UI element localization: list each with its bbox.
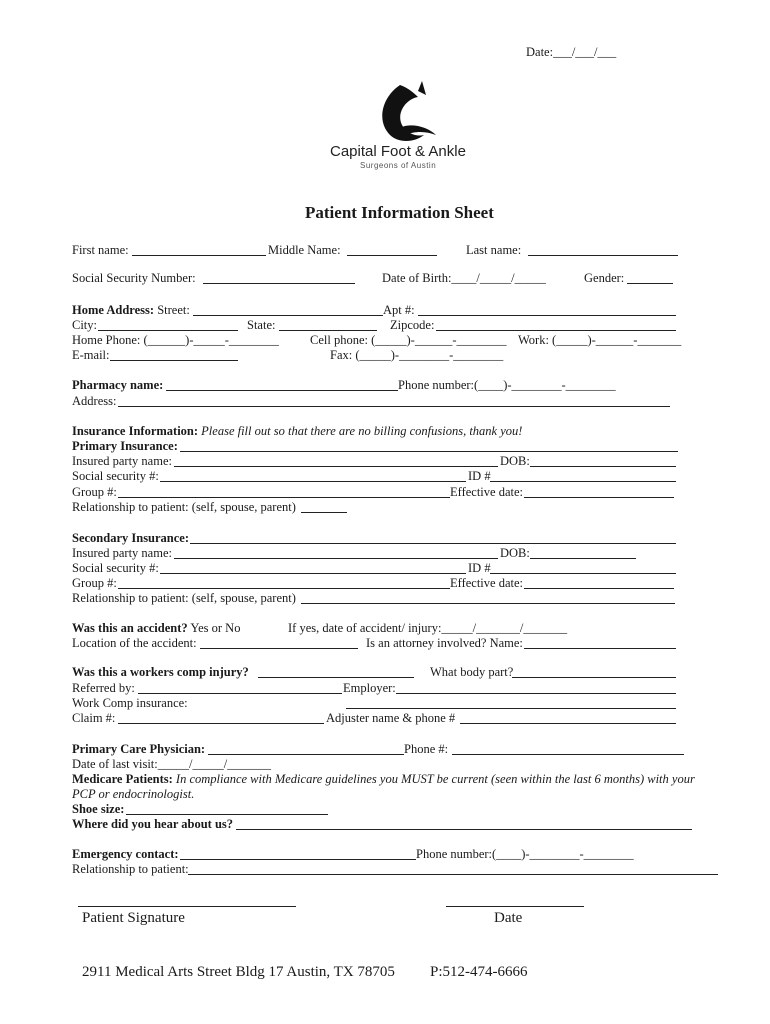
accident-location-field[interactable] <box>200 648 358 649</box>
state-label: State: <box>247 318 276 332</box>
first-name-label: First name: <box>72 243 129 257</box>
footer-phone: P:512-474-6666 <box>430 964 528 980</box>
primary-insurance-label: Primary Insurance: <box>72 439 178 453</box>
referred-by-label: Referred by: <box>72 681 135 695</box>
primary-id-label: ID # <box>468 469 491 483</box>
zip-field[interactable] <box>436 330 676 331</box>
signature-date-label: Date <box>494 910 523 926</box>
claim-field[interactable] <box>118 723 324 724</box>
secondary-dob-field[interactable] <box>530 558 636 559</box>
last-name-field[interactable] <box>528 255 678 256</box>
primary-insured-party-label: Insured party name: <box>72 454 172 468</box>
hear-about-label: Where did you hear about us? <box>72 817 234 831</box>
cell-phone-field[interactable]: Cell phone: (_____)-______-________ <box>310 333 507 347</box>
primary-group-field[interactable] <box>118 497 450 498</box>
secondary-insured-party-label: Insured party name: <box>72 546 172 560</box>
middle-name-field[interactable] <box>347 255 437 256</box>
secondary-ssn-field[interactable] <box>160 573 466 574</box>
logo-subtitle: Surgeons of Austin <box>360 161 437 170</box>
pharmacy-name-label: Pharmacy name: <box>72 378 164 392</box>
work-phone-field[interactable]: Work: (_____)-______-_______ <box>518 333 682 347</box>
secondary-insurance-field[interactable] <box>190 543 676 544</box>
footer-address: 2911 Medical Arts Street Bldg 17 Austin, TX 78705 <box>82 964 395 980</box>
secondary-id-field[interactable] <box>490 573 676 574</box>
secondary-insured-party-field[interactable] <box>174 558 498 559</box>
ssn-field[interactable] <box>203 283 355 284</box>
primary-effective-date-field[interactable] <box>524 497 674 498</box>
dob-label[interactable]: Date of Birth:____/_____/_____ <box>382 271 546 285</box>
secondary-relationship-label: Relationship to patient: (self, spouse, parent) <box>72 591 296 605</box>
attorney-label: Is an attorney involved? Name: <box>366 636 523 650</box>
secondary-effective-date-label: Effective date: <box>450 576 523 590</box>
home-address-label: Home Address: <box>72 303 155 317</box>
last-name-label: Last name: <box>466 243 522 257</box>
primary-id-field[interactable] <box>490 481 676 482</box>
adjuster-field[interactable] <box>460 723 676 724</box>
signature-date-line[interactable] <box>446 906 584 907</box>
fax-field[interactable]: Fax: (_____)-________-________ <box>330 348 504 362</box>
zip-label: Zipcode: <box>390 318 435 332</box>
body-part-label: What body part? <box>430 665 514 679</box>
referred-by-field[interactable] <box>138 693 342 694</box>
work-comp-insurance-label: Work Comp insurance: <box>72 696 188 710</box>
first-name-field[interactable] <box>132 255 266 256</box>
patient-signature-label: Patient Signature <box>82 910 185 926</box>
primary-dob-label: DOB: <box>500 454 530 468</box>
employer-label: Employer: <box>343 681 396 695</box>
secondary-id-label: ID # <box>468 561 491 575</box>
secondary-ssn-label: Social security #: <box>72 561 159 575</box>
medicare-note: In compliance with Medicare guidelines you MUST be current (seen within the last 6 months) with your <box>175 772 695 786</box>
adjuster-label: Adjuster name & phone # <box>326 711 456 725</box>
pharmacy-address-field[interactable] <box>118 406 670 407</box>
pharmacy-address-label: Address: <box>72 394 117 408</box>
primary-ssn-label: Social security #: <box>72 469 159 483</box>
street-field[interactable] <box>193 315 383 316</box>
state-field[interactable] <box>279 330 377 331</box>
emergency-contact-field[interactable] <box>180 859 416 860</box>
page-title: Patient Information Sheet <box>305 203 494 222</box>
apt-label: Apt #: <box>383 303 415 317</box>
secondary-dob-label: DOB: <box>500 546 530 560</box>
primary-ssn-field[interactable] <box>160 481 466 482</box>
primary-insurance-field[interactable] <box>180 451 678 452</box>
accident-yes-no[interactable]: Yes or No <box>190 621 241 635</box>
body-part-field[interactable] <box>512 677 676 678</box>
accident-date-field[interactable]: If yes, date of accident/ injury:_____/_______/_______ <box>288 621 568 635</box>
shoe-size-field[interactable] <box>126 814 328 815</box>
apt-field[interactable] <box>418 315 676 316</box>
city-field[interactable] <box>98 330 238 331</box>
primary-effective-date-label: Effective date: <box>450 485 523 499</box>
medicare-note-2: PCP or endocrinologist. <box>72 787 195 801</box>
work-comp-insurance-field[interactable] <box>346 708 676 709</box>
medicare-label: Medicare Patients: <box>72 772 173 786</box>
pharmacy-name-field[interactable] <box>166 390 398 391</box>
street-label: Street: <box>157 303 190 317</box>
secondary-insurance-label: Secondary Insurance: <box>72 531 190 545</box>
emergency-contact-label: Emergency contact: <box>72 847 179 861</box>
secondary-group-label: Group #: <box>72 576 117 590</box>
primary-dob-field[interactable] <box>530 466 676 467</box>
pcp-label: Primary Care Physician: <box>72 742 206 756</box>
gender-field[interactable] <box>627 283 673 284</box>
accident-location-label: Location of the accident: <box>72 636 197 650</box>
email-field[interactable] <box>110 360 238 361</box>
pcp-phone-field[interactable] <box>452 754 684 755</box>
home-phone-field[interactable]: Home Phone: (______)-_____-________ <box>72 333 279 347</box>
workers-comp-field[interactable] <box>258 677 414 678</box>
shoe-size-label: Shoe size: <box>72 802 125 816</box>
attorney-field[interactable] <box>524 648 676 649</box>
employer-field[interactable] <box>396 693 676 694</box>
emergency-relationship-label: Relationship to patient: <box>72 862 189 876</box>
pcp-phone-label: Phone #: <box>404 742 449 756</box>
patient-signature-line[interactable] <box>78 906 296 907</box>
date-label: Date:___/___/___ <box>526 45 617 59</box>
last-visit-field[interactable]: Date of last visit:_____/_____/_______ <box>72 757 271 771</box>
city-label: City: <box>72 318 98 332</box>
primary-relationship-label: Relationship to patient: (self, spouse, parent) <box>72 500 296 514</box>
primary-insured-party-field[interactable] <box>174 466 498 467</box>
insurance-heading: Insurance Information: <box>72 424 199 438</box>
gender-label: Gender: <box>584 271 625 285</box>
secondary-effective-date-field[interactable] <box>524 588 674 589</box>
primary-group-label: Group #: <box>72 485 117 499</box>
emergency-relationship-field[interactable] <box>188 874 718 875</box>
middle-name-label: Middle Name: <box>268 243 341 257</box>
logo-icon <box>372 77 452 147</box>
insurance-note: Please fill out so that there are no billing confusions, thank you! <box>201 424 523 438</box>
hear-about-field[interactable] <box>236 829 692 830</box>
secondary-group-field[interactable] <box>118 588 450 589</box>
claim-label: Claim #: <box>72 711 116 725</box>
pharmacy-phone-field[interactable]: Phone number:(____)-________-________ <box>398 378 616 392</box>
accident-question: Was this an accident? <box>72 621 188 635</box>
primary-relationship-field[interactable] <box>301 512 347 513</box>
workers-comp-question: Was this a workers comp injury? <box>72 665 249 679</box>
pcp-field[interactable] <box>208 754 404 755</box>
ssn-label: Social Security Number: <box>72 271 196 285</box>
email-label: E-mail: <box>72 348 110 362</box>
secondary-relationship-field[interactable] <box>301 603 675 604</box>
emergency-phone-field[interactable]: Phone number:(____)-________-________ <box>416 847 634 861</box>
logo-name: Capital Foot & Ankle <box>330 143 466 160</box>
